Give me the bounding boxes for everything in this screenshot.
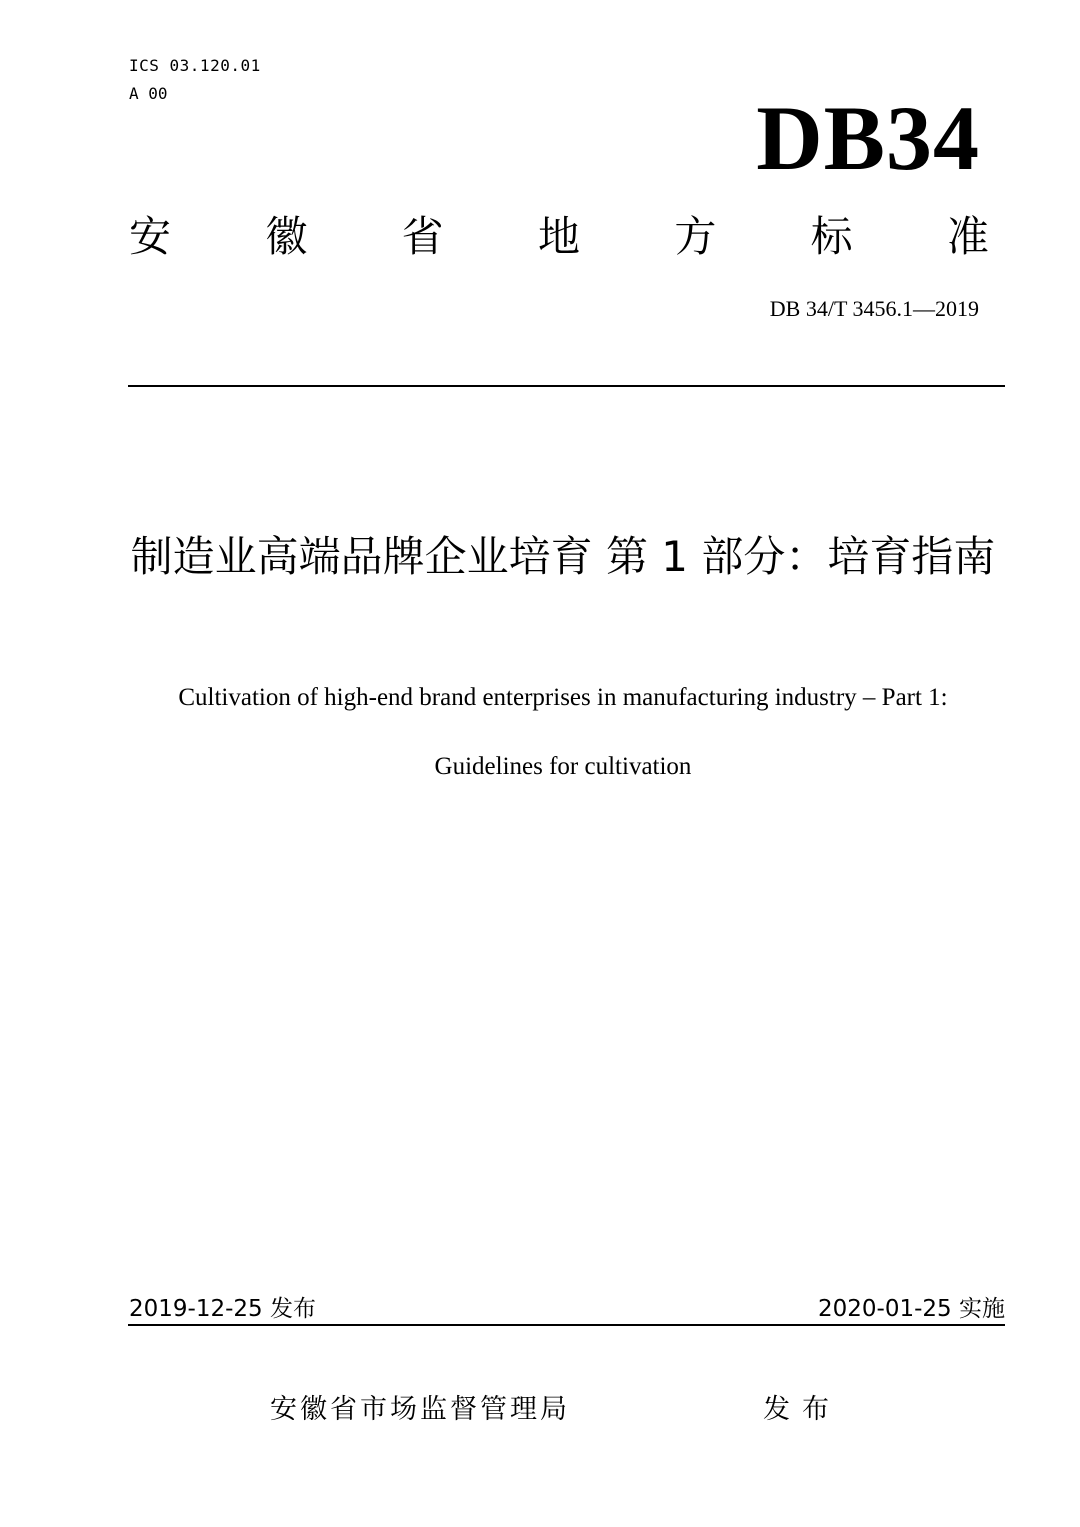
standard-type-char: 安 (129, 212, 172, 261)
effective-date: 2020-01-25 实施 (818, 1296, 1005, 1322)
standard-type-char: 徽 (265, 212, 308, 261)
standard-type-heading (129, 212, 989, 262)
issuing-authority: 安徽省市场监督管理局 (270, 1394, 570, 1425)
title-chinese: 制造业高端品牌企业培育 第 1 部分：培育指南 (130, 532, 996, 581)
standard-type-char: 地 (537, 212, 580, 261)
classification-code: A 00 (129, 84, 168, 103)
title-english-line1: Cultivation of high-end brand enterprises in manufacturing industry – Part 1: (178, 684, 948, 711)
standard-type-char: 准 (946, 212, 989, 261)
footer-divider (128, 1324, 1005, 1326)
standard-number: DB 34/T 3456.1—2019 (769, 296, 979, 321)
title-english-line2: Guidelines for cultivation (434, 753, 692, 780)
standard-type-char: 方 (674, 212, 717, 261)
header-divider (128, 385, 1005, 387)
standard-type-char: 标 (810, 212, 853, 261)
standard-logo: DB34 (756, 87, 980, 189)
ics-code: ICS 03.120.01 (129, 56, 261, 75)
standard-type-char: 省 (401, 212, 444, 261)
release-label: 发布 (763, 1394, 841, 1425)
publish-date: 2019-12-25 发布 (129, 1296, 316, 1322)
